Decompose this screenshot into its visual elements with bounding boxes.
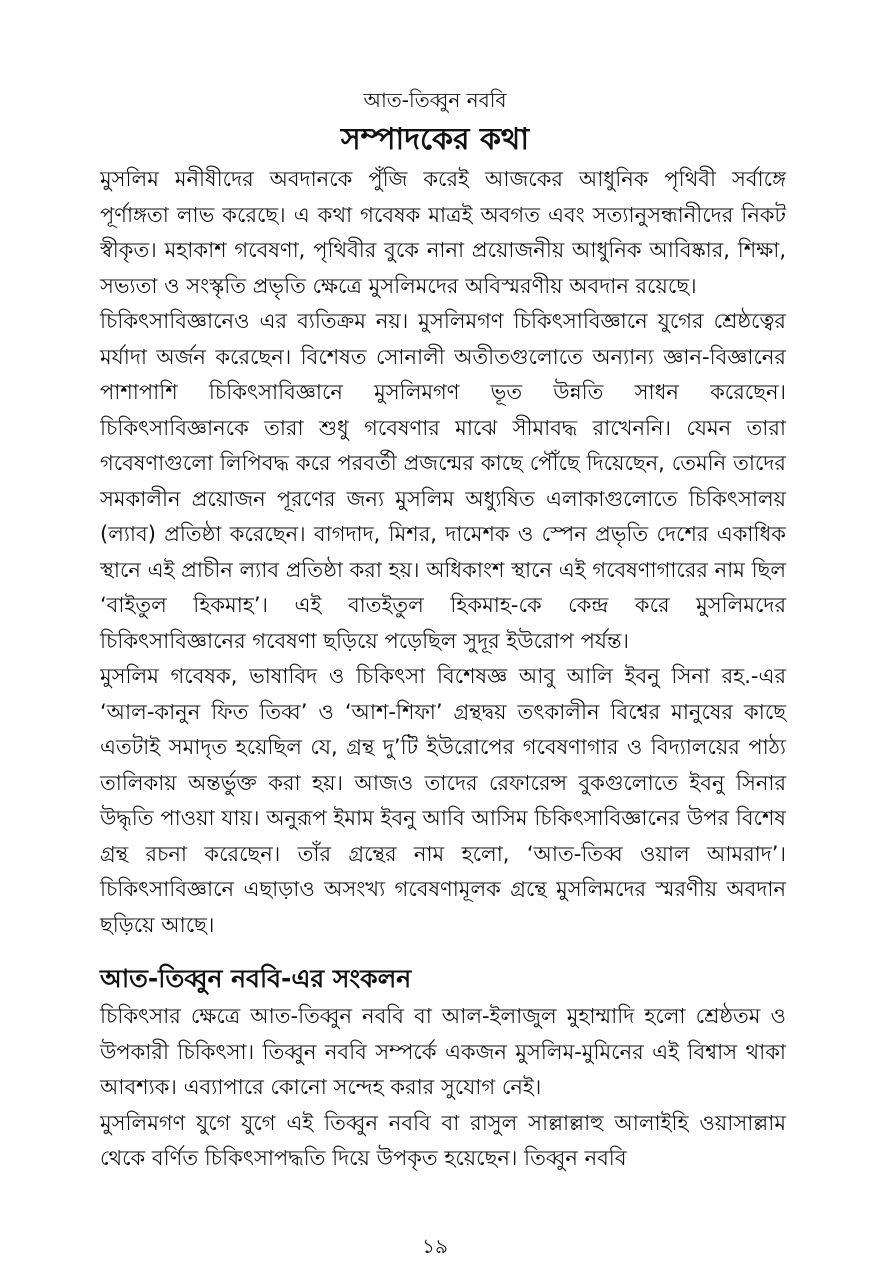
section-heading: আত-তিব্বুন নববি-এর সংকলন xyxy=(100,964,412,993)
paragraph: মুসলিম গবেষক, ভাষাবিদ ও চিকিৎসা বিশেষজ্ঞ আবু আলি ইবনু সিনা রহ.-এর ‘আল-কানুন ফিত তিব্ব’ ও ‘আশ-শিফা’ গ্রন্থদ্বয় তৎকালীন বিশ্বের মানুষের কাছে এতটাই সমাদৃত হয়েছিল যে, গ্রন্থ দু’টি ইউরোপের গবেষণাগার ও বিদ্যালয়ের পাঠ্য তালিকায় অন্তর্ভুক্ত করা হয়। আজও তাদের রেফারেন্স বুকগুলোতে ইবনু সিনার উদ্ধৃতি পাওয়া যায়। অনুরূপ ইমাম ইবনু আবি আসিম চিকিৎসাবিজ্ঞানের উপর বিশেষ গ্রন্থ রচনা করেছেন। তাঁর গ্রন্থের নাম হলো, ‘আত-তিব্ব ওয়াল আমরাদ’। চিকিৎসাবিজ্ঞানে এছাড়াও অসংখ্য গবেষণামূলক গ্রন্থে মুসলিমদের স্মরণীয় অবদান ছড়িয়ে আছে। xyxy=(100,664,786,937)
section-paragraph: চিকিৎসার ক্ষেত্রে আত-তিব্বুন নববি বা আল-ইলাজুল মুহাম্মাদি হলো শ্রেষ্ঠতম ও উপকারী চিকিৎসা। তিব্বুন নববি সম্পর্কে একজন মুসলিম-মুমিনের এই বিশ্বাস থাকা আবশ্যক। এব্যাপারে কোনো সন্দেহ করার সুযোগ নেই। xyxy=(100,1004,786,1099)
paragraph: মুসলিম মনীষীদের অবদানকে পুঁজি করেই আজকের আধুনিক পৃথিবী সর্বাঙ্গে পূর্ণাঙ্গতা লাভ করেছে। এ কথা গবেষক মাত্রই অবগত এবং সত্যানুসন্ধানীদের নিকট স্বীকৃত। মহাকাশ গবেষণা, পৃথিবীর বুকে নানা প্রয়োজনীয় আধুনিক আবিষ্কার, শিক্ষা, সভ্যতা ও সংস্কৃতি প্রভৃতি ক্ষেত্রে মুসলিমদের অবিস্মরণীয় অবদান রয়েছে। xyxy=(100,167,786,298)
page-number: ১৯ xyxy=(422,1234,448,1258)
page-body xyxy=(100,162,786,1177)
running-head: আত-তিব্বুন নববি xyxy=(363,88,507,112)
section-paragraph: মুসলিমগণ যুগে যুগে এই তিব্বুন নববি বা রাসুল সাল্লাল্লাহু আলাইহি ওয়াসাল্লাম থেকে বর্ণিত চিকিৎসাপদ্ধতি দিয়ে উপকৃত হয়েছেন। তিব্বুন নববি xyxy=(100,1110,786,1170)
paragraph: চিকিৎসাবিজ্ঞানেও এর ব্যতিক্রম নয়। মুসলিমগণ চিকিৎসাবিজ্ঞানে যুগের শ্রেষ্ঠত্বের মর্যাদা অর্জন করেছেন। বিশেষত সোনালী অতীতগুলোতে অন্যান্য জ্ঞান-বিজ্ঞানের পাশাপাশি চিকিৎসাবিজ্ঞানে মুসলিমগণ ভূত উন্নতি সাধন করেছেন। চিকিৎসাবিজ্ঞানকে তারা শুধু গবেষণার মাঝে সীমাবদ্ধ রাখেননি। যেমন তারা গবেষণাগুলো লিপিবদ্ধ করে পরবর্তী প্রজন্মের কাছে পৌঁছে দিয়েছেন, তেমনি তাদের সমকালীন প্রয়োজন পূরণের জন্য মুসলিম অধ্যুষিত এলাকাগুলোতে চিকিৎসালয় (ল্যাব) প্রতিষ্ঠা করেছেন। বাগদাদ, মিশর, দামেশক ও স্পেন প্রভৃতি দেশের একাধিক স্থানে এই প্রাচীন ল্যাব প্রতিষ্ঠা করা হয়। অধিকাংশ স্থানে এই গবেষণাগারের নাম ছিল ‘বাইতুল হিকমাহ’। এই বাতইতুল হিকমাহ-কে কেন্দ্র করে মুসলিমদের চিকিৎসাবিজ্ঞানের গবেষণা ছড়িয়ে পড়েছিল সুদূর ইউরোপ পর্যন্ত। xyxy=(100,309,786,653)
page-title: সম্পাদকের কথা xyxy=(340,122,530,157)
